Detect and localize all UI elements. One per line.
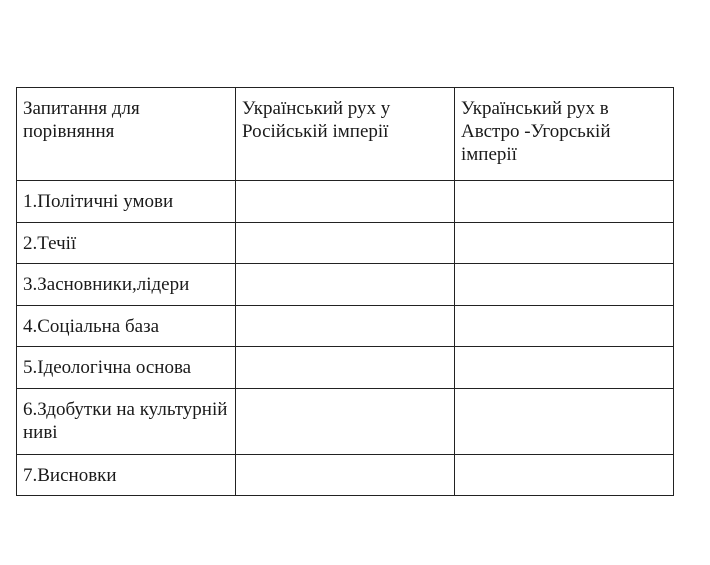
cell-russian-empire [236, 181, 455, 223]
table-row [17, 305, 674, 347]
cell-russian-empire [236, 454, 455, 495]
row-label: 4.Соціальна база [17, 305, 236, 347]
header-cell-question: Запитання для порівняння [17, 88, 236, 181]
header-cell-austro-hungarian-empire: Український рух в Австро -Угорській імперії [455, 88, 674, 181]
row-label: 5.Ідеологічна основа [17, 347, 236, 389]
table-row [17, 181, 674, 223]
cell-austro-hungarian-empire [455, 347, 674, 389]
cell-russian-empire [236, 305, 455, 347]
table-row [17, 388, 674, 454]
comparison-table [16, 87, 674, 496]
row-label: 6.Здобутки на культурній ниві [17, 388, 236, 454]
cell-austro-hungarian-empire [455, 181, 674, 223]
cell-russian-empire [236, 388, 455, 454]
row-label: 3.Засновники,лідери [17, 264, 236, 306]
cell-austro-hungarian-empire [455, 454, 674, 495]
cell-russian-empire [236, 264, 455, 306]
row-label: 1.Політичні умови [17, 181, 236, 223]
header-cell-russian-empire: Український рух у Російській імперії [236, 88, 455, 181]
cell-russian-empire [236, 347, 455, 389]
table-row [17, 264, 674, 306]
cell-austro-hungarian-empire [455, 388, 674, 454]
cell-austro-hungarian-empire [455, 264, 674, 306]
row-label: 7.Висновки [17, 454, 236, 495]
cell-austro-hungarian-empire [455, 305, 674, 347]
table-row [17, 454, 674, 495]
cell-austro-hungarian-empire [455, 222, 674, 264]
cell-russian-empire [236, 222, 455, 264]
row-label: 2.Течії [17, 222, 236, 264]
table-row [17, 222, 674, 264]
table-header-row [17, 88, 674, 181]
table-row [17, 347, 674, 389]
